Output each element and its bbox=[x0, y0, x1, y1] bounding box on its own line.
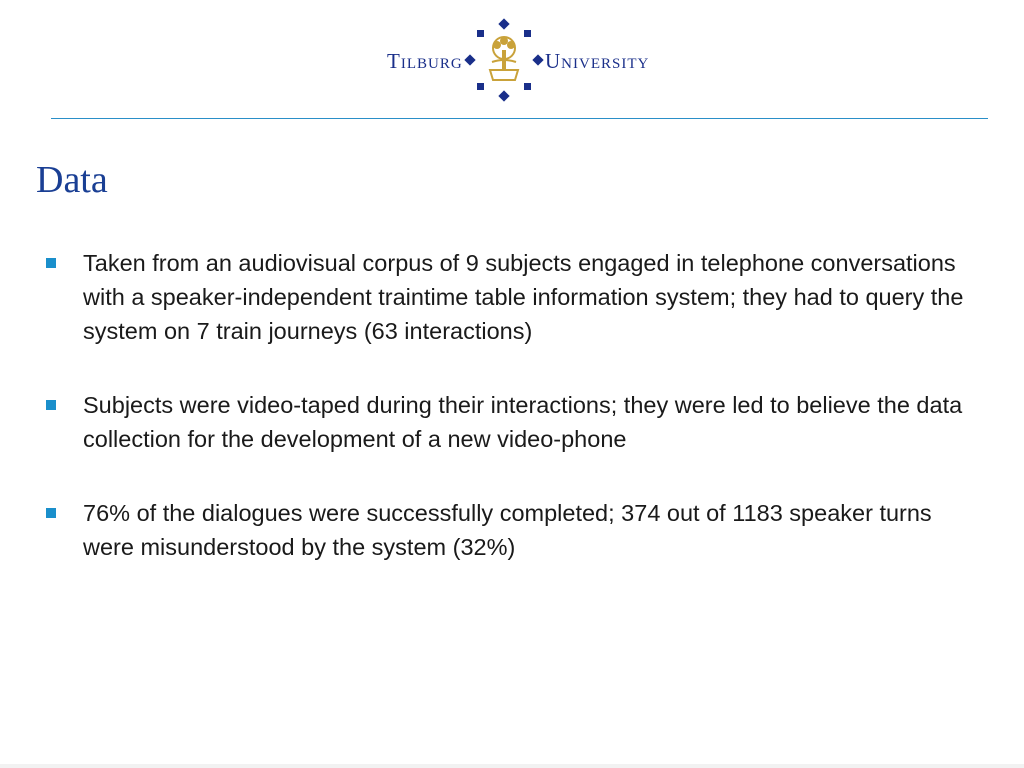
header-divider bbox=[51, 118, 988, 119]
bullet-item bbox=[44, 388, 974, 456]
bullet-text: 76% of the dialogues were successfully completed; 374 out of 1183 speaker turns were misunderstood by the system (32%) bbox=[83, 500, 932, 560]
logo-word-tilburg: Tilburg bbox=[387, 49, 463, 73]
slide-header bbox=[0, 0, 1024, 118]
bullet-item bbox=[44, 246, 974, 348]
bullet-list bbox=[44, 246, 974, 604]
square-bullet-icon bbox=[46, 508, 56, 518]
bullet-item bbox=[44, 496, 974, 564]
bullet-text: Taken from an audiovisual corpus of 9 subjects engaged in telephone conversations with a speaker-independent traintime table information system; they had to query the system on 7 train journeys (63 interactions) bbox=[83, 250, 964, 344]
square-bullet-icon bbox=[46, 400, 56, 410]
tilburg-emblem-icon bbox=[462, 18, 546, 102]
slide-title: Data bbox=[36, 159, 108, 201]
square-bullet-icon bbox=[46, 258, 56, 268]
logo-word-university: University bbox=[545, 49, 650, 73]
footer-bar bbox=[0, 764, 1024, 768]
bullet-text: Subjects were video-taped during their interactions; they were led to believe the data collection for the development of a new video-phone bbox=[83, 392, 963, 452]
